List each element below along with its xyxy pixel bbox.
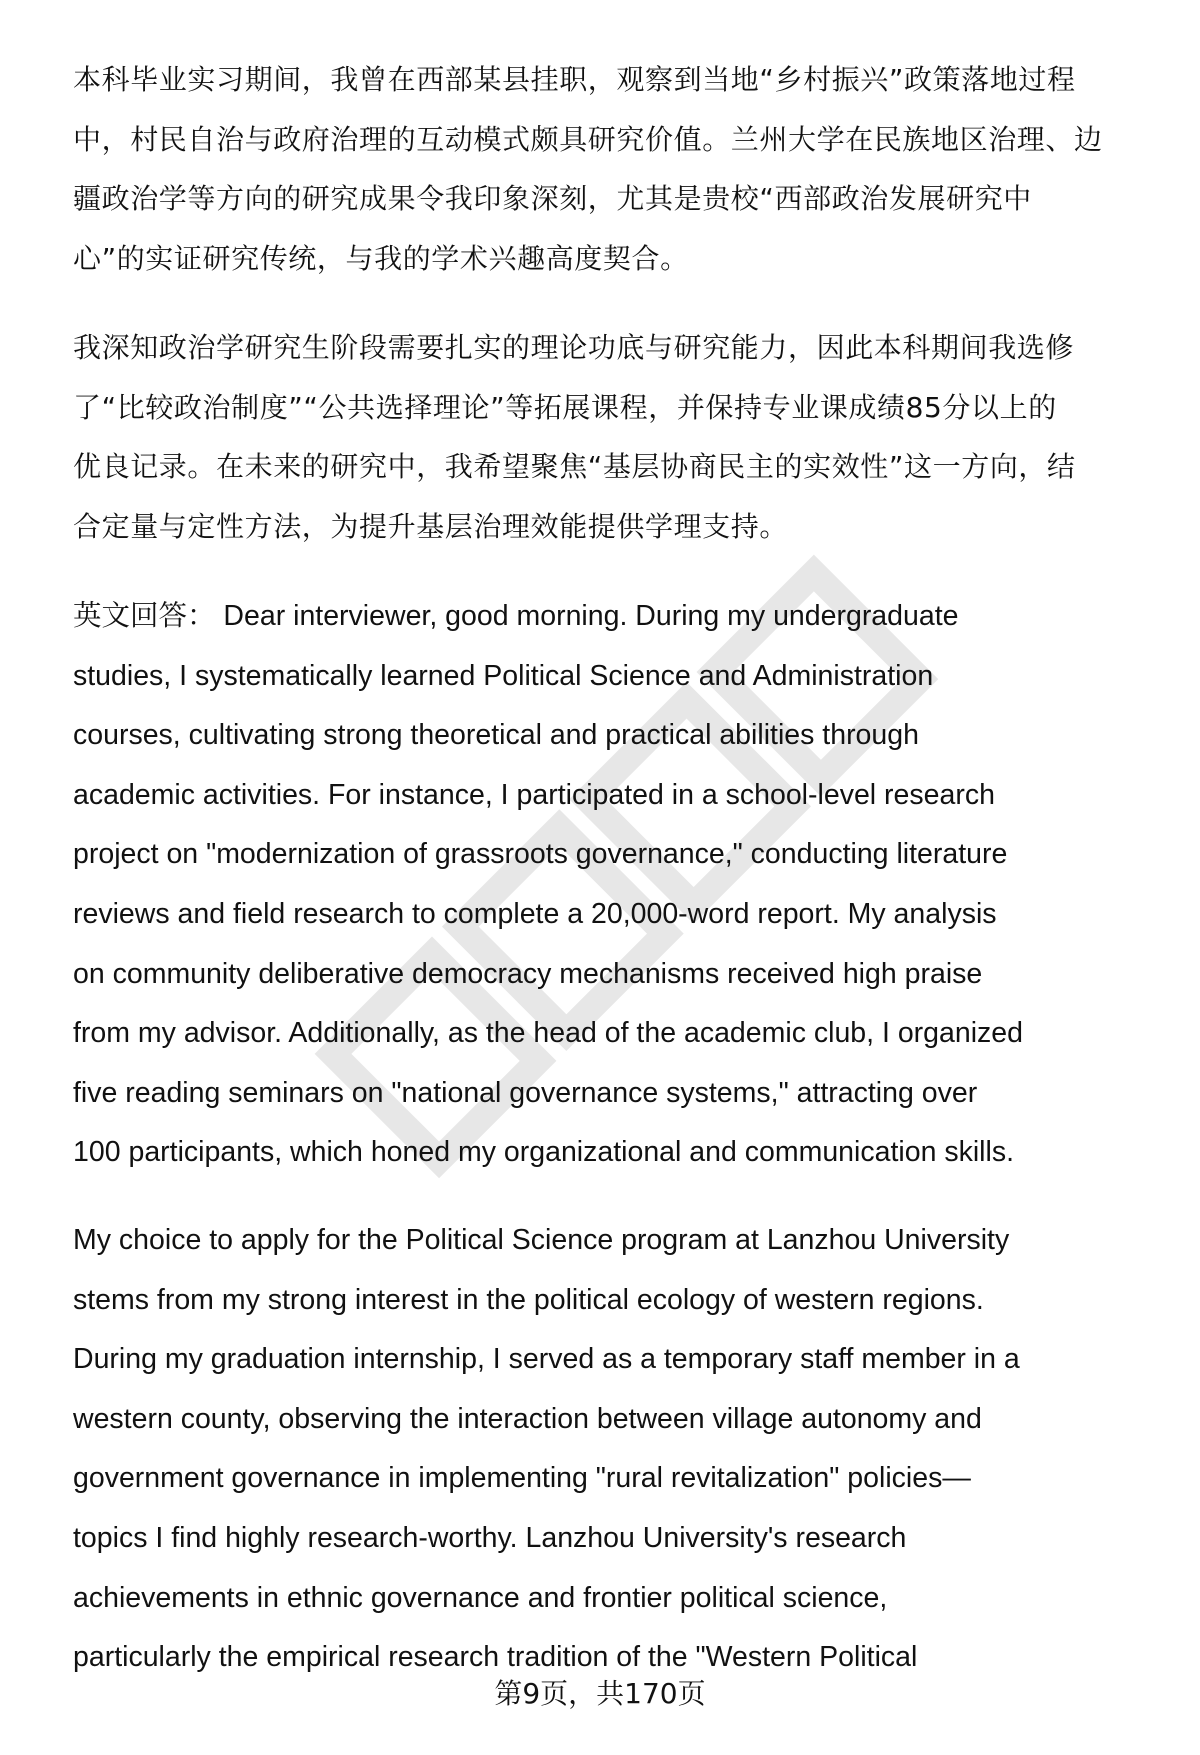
text-line: project on "modernization of grassroots governance," conducting literature xyxy=(73,838,1008,871)
text-line: My choice to apply for the Political Science program at Lanzhou University xyxy=(73,1224,1010,1256)
text-line: reviews and field research to complete a 20,000-word report. My analysis xyxy=(73,897,997,930)
text-line: stems from my strong interest in the political ecology of western regions. xyxy=(73,1283,984,1316)
text-line: During my graduation internship, I served as a temporary staff member in a xyxy=(73,1343,1020,1376)
paragraph-choice-english xyxy=(73,1211,1163,1688)
paragraph-english-answer xyxy=(73,587,1163,1183)
text-line: from my advisor. Additionally, as the head of the academic club, I organized xyxy=(73,1017,1023,1050)
text-line: on community deliberative democracy mechanisms received high praise xyxy=(73,957,983,990)
text-line: topics I find highly research-worthy. Lanzhou University's research xyxy=(73,1521,907,1554)
text-line: western county, observing the interaction between village autonomy and xyxy=(73,1402,982,1435)
text-line: 优良记录。在未来的研究中，我希望聚焦“基层协商民主的实效性”这一方向，结 xyxy=(73,450,1076,484)
text-line: 疆政治学等方向的研究成果令我印象深刻，尤其是贵校“西部政治发展研究中 xyxy=(73,182,1032,216)
text-line: 了“比较政治制度”“公共选择理论”等拓展课程，并保持专业课成绩85分以上的 xyxy=(73,390,1057,424)
text-line: 中，村民自治与政府治理的互动模式颇具研究价值。兰州大学在民族地区治理、边 xyxy=(73,122,1103,156)
text-line: achievements in ethnic governance and frontier political science, xyxy=(73,1581,888,1614)
page-number: 第9页，共170页 xyxy=(494,1677,706,1710)
text-line: particularly the empirical research tradition of the "Western Political xyxy=(73,1641,918,1674)
text-line: courses, cultivating strong theoretical and practical abilities through xyxy=(73,719,919,752)
text-line: academic activities. For instance, I participated in a school-level research xyxy=(73,778,995,811)
text-line: 我深知政治学研究生阶段需要扎实的理论功底与研究能力，因此本科期间我选修 xyxy=(73,331,1075,364)
text-line: 心”的实证研究传统，与我的学术兴趣高度契合。 xyxy=(73,241,689,275)
text-line: studies, I systematically learned Political Science and Administration xyxy=(73,659,934,692)
paragraph-study-plan-zh xyxy=(73,318,1163,556)
text-line: 合定量与定性方法，为提升基层治理效能提供学理支持。 xyxy=(73,509,789,543)
text-line: 本科毕业实习期间，我曾在西部某县挂职，观察到当地“乡村振兴”政策落地过程 xyxy=(73,63,1076,96)
text-line: 100 participants, which honed my organizational and communication skills. xyxy=(73,1136,1015,1169)
text-line: five reading seminars on "national governance systems," attracting over xyxy=(73,1076,978,1109)
paragraph-internship-zh xyxy=(73,50,1163,288)
text-line: 英文回答： Dear interviewer, good morning. During my undergraduate xyxy=(73,600,959,632)
text-line: government governance in implementing "rural revitalization" policies— xyxy=(73,1462,971,1495)
